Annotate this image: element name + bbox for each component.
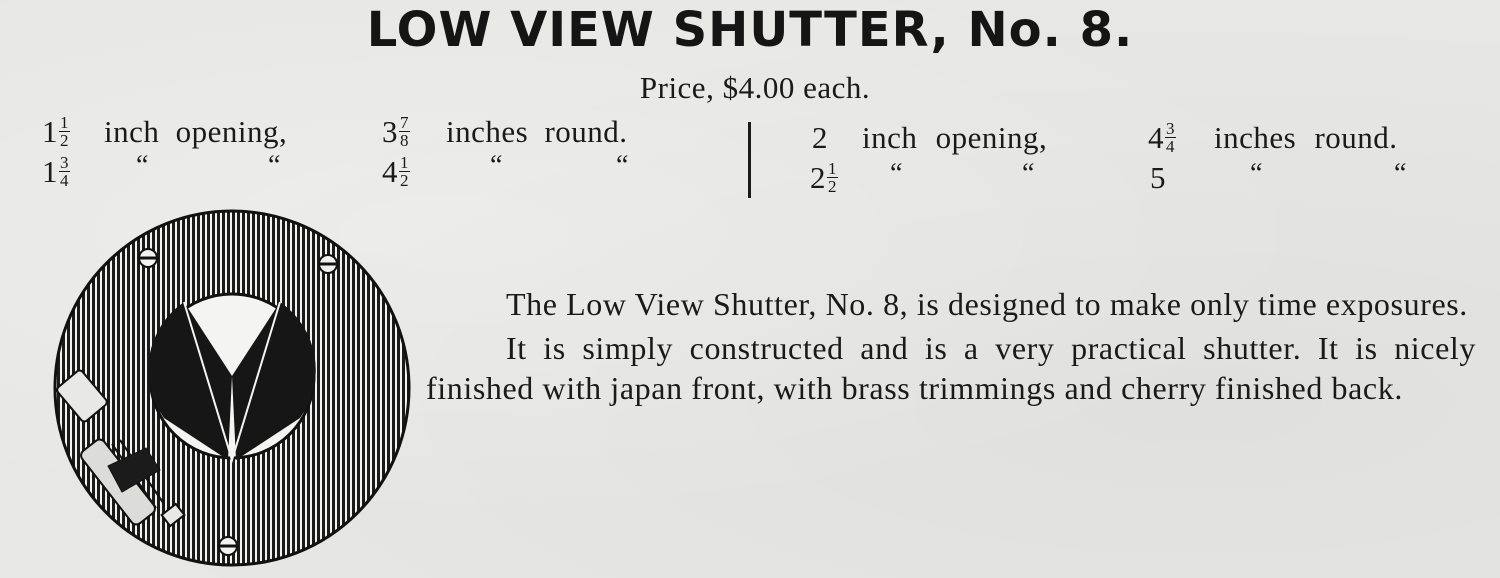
ditto-mark: “: [1022, 158, 1037, 189]
shutter-illustration-icon: [52, 208, 414, 570]
ditto-mark: “: [136, 150, 151, 181]
ditto-mark: “: [1250, 158, 1265, 189]
size-row-right-1: 2: [812, 120, 828, 155]
round-fraction: $\frac{1}{2}$: [400, 153, 409, 191]
screw-icon: [319, 255, 337, 273]
size-row-right-2: 2 $\frac{1}{2}$: [810, 159, 837, 197]
ditto-mark: “: [490, 150, 505, 181]
page-title: LOW VIEW SHUTTER, No. 8.: [366, 2, 1134, 58]
size-fraction: $\frac{1}{2}$: [60, 113, 69, 151]
description: [426, 284, 1476, 408]
round-fraction: $\frac{7}{8}$: [400, 113, 409, 151]
size-row-left-2: 1 $\frac{3}{4}$: [42, 153, 69, 191]
ditto-mark: “: [268, 150, 283, 181]
round-label: inches round.: [446, 114, 628, 149]
description-paragraph: The Low View Shutter, No. 8, is designed to make only time exposures.: [506, 286, 1468, 322]
column-divider: [748, 122, 751, 198]
size-fraction: $\frac{3}{4}$: [60, 153, 69, 191]
opening-label: inch opening,: [862, 120, 1048, 155]
round-label: inches round.: [1214, 120, 1398, 155]
price-line: Price, $4.00 each.: [639, 70, 871, 105]
ditto-mark: “: [1394, 158, 1409, 189]
ditto-mark: “: [890, 158, 905, 189]
size-row-left-1: [42, 114, 71, 152]
round-size-right-2: 5: [1150, 160, 1166, 195]
round-size-left-2: 4 $\frac{1}{2}$: [382, 153, 409, 191]
size-fraction: $\frac{1}{2}$: [828, 159, 837, 197]
screw-icon: [219, 537, 237, 555]
screw-icon: [139, 249, 157, 267]
round-fraction: $\frac{3}{4}$: [1166, 119, 1175, 157]
round-size-left-1: 3 $\frac{7}{8}$: [382, 113, 409, 151]
opening-label: inch opening,: [104, 114, 288, 149]
round-size-right-1: 4 $\frac{3}{4}$: [1148, 119, 1175, 157]
description-paragraph: It is simply constructed and is a very practical shutter. It is nicely finished with japan front, with brass trimmings and cherry finished back.: [426, 330, 1476, 406]
size-whole: 1: [42, 114, 58, 149]
ditto-mark: “: [616, 150, 631, 181]
